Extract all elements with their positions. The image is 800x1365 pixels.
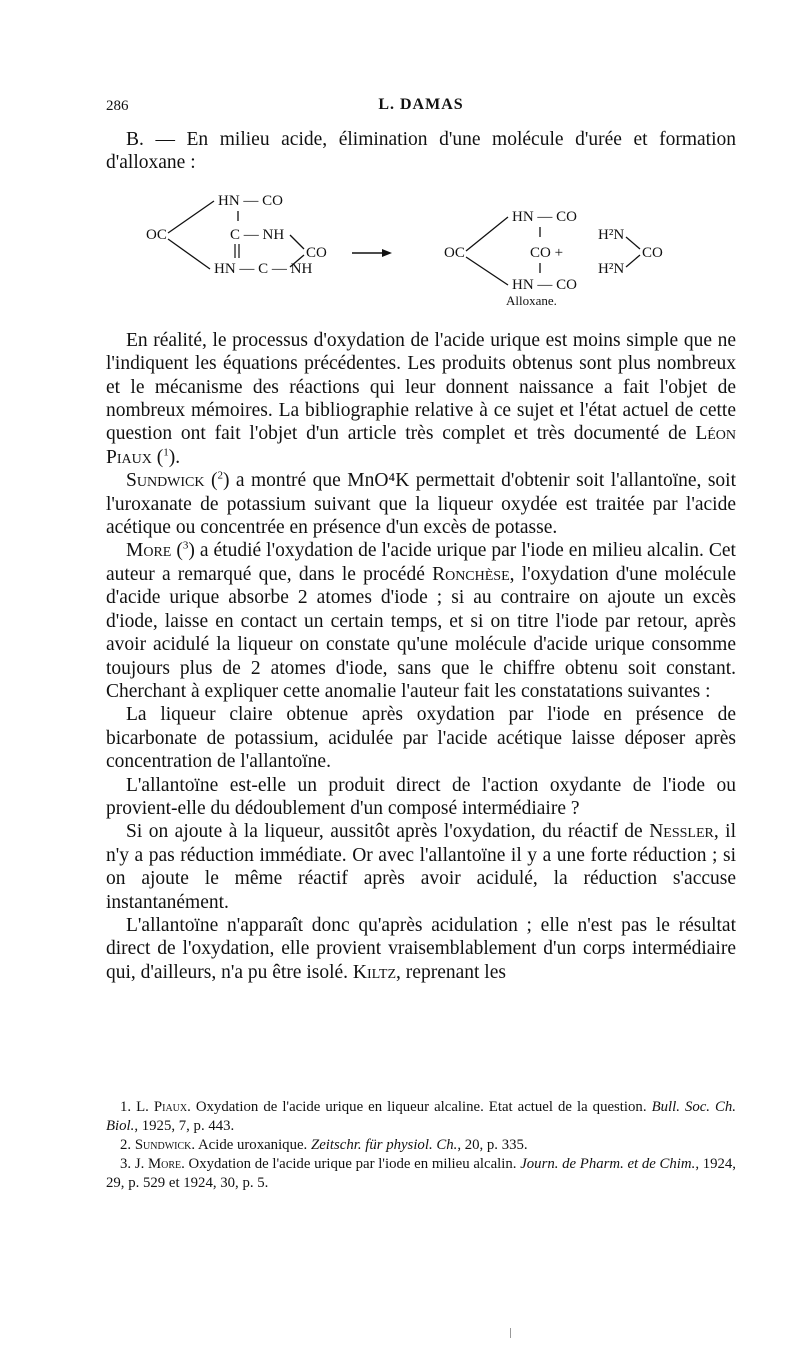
footnote-3-citation: , 1924, 29, p. 529 et 1924, 30, p. 5. bbox=[106, 1156, 737, 1191]
footnote-3-journal: Journ. de Pharm. et de Chim. bbox=[520, 1156, 696, 1172]
footnote-2-title: . Acide uroxanique. bbox=[191, 1137, 308, 1153]
footnote-2 bbox=[106, 1136, 736, 1155]
footnotes bbox=[106, 1098, 736, 1193]
footnote-1 bbox=[106, 1098, 736, 1136]
name-sundwick: Sundwick bbox=[126, 470, 205, 492]
page-body bbox=[106, 92, 736, 984]
name-piaux: Léon Piaux bbox=[106, 423, 737, 468]
paragraph-3-text-b: , l'oxydation d'une molécule d'acide urique absorbe 2 atomes d'iode ; si au contraire on ajoute un excès d'iode, laisse en contact un certain temps, et si on titre l'iode par retour, après avoir acidulé la liqueur on constate qu'une molécule d'acide urique consomme toujours plus de 2 atomes d'iode, sans que le chiffre obtenu soit constant. Cherchant à expliquer cette anomalie l'auteur fait les constatations suivantes : bbox=[106, 563, 736, 702]
right-oc: OC bbox=[444, 244, 465, 261]
paragraph-2-text: a montré que MnO⁴K permettait d'obtenir soit l'allantoïne, soit l'uroxanate de potassium suivant que la liqueur oxydée est traitée par l'acide acétique ou concentrée en présence d'un excès de potasse. bbox=[106, 470, 737, 539]
paragraph-6 bbox=[106, 820, 736, 914]
paragraph-7-text-a: L'allantoïne n'apparaît donc qu'après acidulation ; elle n'est pas le résultat direct de l'oxydation, elle provient vraisemblablement d'un corps intermédiaire qui, d'ailleurs, n'a pu être isolé. bbox=[106, 914, 736, 983]
reaction-scheme bbox=[106, 183, 736, 313]
ref-1: 1 bbox=[163, 446, 169, 459]
running-header bbox=[106, 92, 736, 118]
urea-h2n-top: H²N bbox=[598, 226, 625, 243]
left-co: CO bbox=[306, 244, 327, 261]
intro-label: B. bbox=[126, 129, 144, 150]
left-top-group: HN — CO bbox=[218, 192, 284, 209]
right-co-plus: CO + bbox=[530, 244, 564, 261]
left-bottom-group: HN — C — NH bbox=[214, 260, 313, 277]
page-number: 286 bbox=[106, 98, 129, 114]
footnote-1-citation: , 1925, 7, p. 443. bbox=[134, 1118, 235, 1134]
urea-h2n-bottom: H²N bbox=[598, 260, 625, 277]
paragraph-1: En réalité, le processus d'oxydation de l'acide urique est moins simple que ne l'indiquent les équations précédentes. Les produits obtenus sont plus nombreux et le mécanisme des réactions qui leur donnent naissance a fait l'objet de nombreux mémoires. La bibliographie relative à ce sujet et l'état actuel de cette question ont fait l'objet d'un article très complet et très documenté de Léon Piaux ($^1$). bbox=[106, 329, 737, 468]
paragraph-3: More ($^3$) a étudié l'oxydation de l'acide urique par l'iode en milieu alcalin. Cet auteur a remarqué que, dans le procédé Ronchèse, l'oxydation d'une molécule d'acide urique absorbe 2 atomes d'iode ; si au contraire on ajoute un excès d'iode, laisse en contact un certain temps, et si on titre l'iode par retour, après avoir acidulé la liqueur on constate qu'une molécule d'acide urique consomme toujours plus de 2 atomes d'iode, sans que le chiffre obtenu soit constant. Cherchant à expliquer cette anomalie l'auteur fait les constatations suivantes : bbox=[106, 539, 736, 702]
footnote-1-number: 1. bbox=[120, 1099, 132, 1115]
footnote-2-journal: Zeitschr. für physiol. Ch. bbox=[310, 1137, 458, 1153]
footnote-3-number: 3. bbox=[120, 1156, 132, 1172]
paragraph-1-text: En réalité, le processus d'oxydation de l'acide urique est moins simple que ne l'indiquent les équations précédentes. Les produits obtenus sont plus nombreux et le mécanisme des réactions qui leur donnent naissance a fait l'objet de nombreux mémoires. La bibliographie relative à ce sujet et l'état actuel de cette question ont fait l'objet d'un article très complet et très documenté de bbox=[106, 329, 736, 445]
reaction-scheme-svg bbox=[106, 183, 736, 313]
paragraph-2: Sundwick ($^2$) a montré que MnO⁴K permettait d'obtenir soit l'allantoïne, soit l'uroxanate de potassium suivant que la liqueur oxydée est traitée par l'acide acétique ou concentrée en présence d'un excès de potasse. bbox=[106, 469, 737, 539]
footnote-2-author: Sundwick bbox=[134, 1137, 192, 1153]
footnote-2-citation: , 20, p. 335. bbox=[457, 1137, 528, 1153]
right-bottom-group: HN — CO bbox=[512, 276, 578, 293]
footnote-1-journal: Bull. Soc. Ch. Biol. bbox=[106, 1099, 736, 1134]
name-ronchese: Ronchèse bbox=[432, 563, 510, 585]
name-more: More bbox=[126, 540, 172, 562]
running-author: L. DAMAS bbox=[378, 96, 464, 113]
urea-co: CO bbox=[642, 244, 663, 261]
paragraph-6-text-b: , il n'y a pas réduction immédiate. Or avec l'allantoïne il y a une forte réduction ; si on ajoute le même réactif après avoir acidulé, la réduction s'accuse instantanément. bbox=[106, 821, 737, 913]
intro-paragraph bbox=[106, 128, 736, 175]
footnote-2-number: 2. bbox=[120, 1137, 132, 1153]
paragraph-6-text-a: Si on ajoute à la liqueur, aussitôt après l'oxydation, du réactif de bbox=[126, 821, 643, 843]
footnote-1-title: . Oxydation de l'acide urique en liqueur alcaline. Etat actuel de la question. bbox=[187, 1099, 647, 1115]
scan-mark bbox=[510, 1328, 511, 1338]
paragraph-7-text-b: , reprenant les bbox=[396, 961, 506, 983]
paragraph-4: La liqueur claire obtenue après oxydation par l'iode en présence de bicarbonate de potassium, acidulée par l'acide acétique laisse déposer après concentration de l'allantoïne. bbox=[106, 704, 736, 773]
paragraph-1-end: . bbox=[175, 446, 181, 468]
paragraph-3-text-a: a étudié l'oxydation de l'acide urique par l'iode en milieu alcalin. Cet auteur a remarqué que, dans le procédé bbox=[106, 540, 736, 585]
footnote-3-author: J. More bbox=[134, 1156, 182, 1172]
footnote-3-title: . Oxydation de l'acide urique par l'iode en milieu alcalin. bbox=[181, 1156, 517, 1172]
name-nessler: Nessler bbox=[649, 821, 714, 843]
paragraph-7 bbox=[106, 914, 736, 984]
right-top-group: HN — CO bbox=[512, 208, 578, 225]
footnote-1-author: L. Piaux bbox=[136, 1099, 188, 1115]
name-kiltz: Kiltz bbox=[352, 961, 397, 983]
footnote-3 bbox=[106, 1155, 736, 1193]
ref-2: 2 bbox=[217, 469, 223, 482]
alloxane-caption: Alloxane. bbox=[506, 292, 557, 308]
intro-text: — En milieu acide, élimination d'une molécule d'urée et formation d'alloxane : bbox=[106, 129, 736, 174]
left-oc: OC bbox=[146, 226, 167, 243]
paragraph-5: L'allantoïne est-elle un produit direct de l'action oxydante de l'iode ou provient-elle du dédoublement d'un composé intermédiaire ? bbox=[106, 774, 736, 819]
left-c-nh: C — NH bbox=[230, 226, 285, 243]
ref-3: 3 bbox=[182, 539, 189, 552]
